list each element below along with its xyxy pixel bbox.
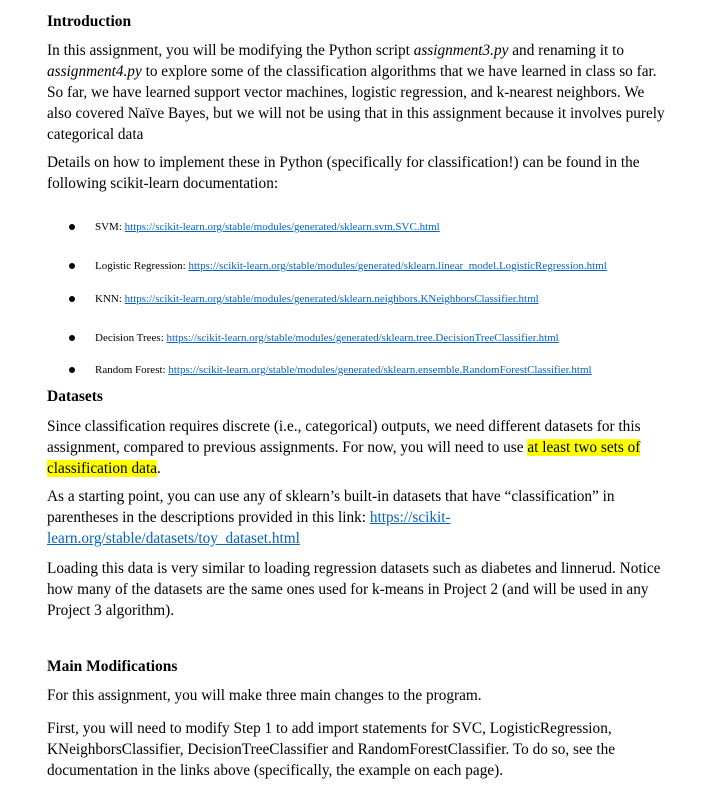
introduction-heading: Introduction [47, 13, 132, 30]
link-logistic-regression[interactable]: https://scikit-learn.org/stable/modules/generated/sklearn.linear_model.LogisticRegression.html [188, 260, 607, 272]
bullet-icon [69, 335, 75, 341]
bullet-icon [69, 263, 75, 269]
link-label-random-forest: Random Forest: [95, 364, 169, 376]
highlighted-requirement: at least two sets of classification data [47, 439, 641, 477]
intro-text-1: In this assignment, you will be modifying the Python script [47, 42, 414, 59]
link-knn[interactable]: https://scikit-learn.org/stable/modules/generated/sklearn.neighbors.KNeighborsClassifier.html [124, 293, 539, 305]
datasets-text-1: Since classification requires discrete (i.e., categorical) outputs, we need different datasets for this assignment, compared to previous assignments. For now, you will need to use [47, 418, 641, 456]
link-random-forest[interactable]: https://scikit-learn.org/stable/modules/generated/sklearn.ensemble.RandomForestClassifier.html [168, 364, 592, 376]
intro-text-2: and renaming it to [508, 42, 624, 59]
bullet-icon [69, 296, 75, 302]
documentation-paragraph: Details on how to implement these in Python (specifically for classification!) can be found in the following scikit-learn documentation: [47, 154, 640, 192]
intro-text-3: to explore some of the classification algorithms that we have learned in class so far. So far, we have learned support vector machines, logistic regression, and k-nearest neighbors. We also covered Naïve Bayes, but we will not be using that in this assignment because it involves purely categorical data [47, 63, 665, 143]
datasets-heading: Datasets [47, 388, 103, 405]
introduction-paragraph [47, 40, 672, 145]
link-label-knn: KNN: [95, 293, 125, 305]
filename-assignment3: assignment3.py [413, 42, 509, 59]
link-svm[interactable]: https://scikit-learn.org/stable/modules/generated/sklearn.svm.SVC.html [124, 221, 440, 233]
datasets-paragraph-1 [47, 416, 672, 479]
link-label-svm: SVM: [95, 221, 125, 233]
datasets-paragraph-3: Loading this data is very similar to loading regression datasets such as diabetes and linnerud. Notice how many of the datasets are the same ones used for k-means in Project 2 (and will be used in any Project 3 algorithm). [47, 560, 661, 619]
link-label-logistic-regression: Logistic Regression: [95, 260, 189, 272]
bullet-icon [69, 367, 75, 373]
datasets-text-1-end: . [157, 460, 161, 477]
modifications-paragraph-2: First, you will need to modify Step 1 to add import statements for SVC, LogisticRegression, KNeighborsClassifier, DecisionTreeClassifier and RandomForestClassifier. To do so, see the documentation in the links above (specifically, the example on each page). [47, 720, 616, 779]
datasets-text-2: As a starting point, you can use any of sklearn’s built-in datasets that have “classification” in parentheses in the descriptions provided in this link: [47, 488, 615, 526]
bullet-icon [69, 224, 75, 230]
datasets-paragraph-2 [47, 486, 672, 549]
filename-assignment4: assignment4.py [47, 63, 142, 80]
link-toy-datasets[interactable]: https://scikit-learn.org/stable/datasets/toy_dataset.html [47, 509, 451, 547]
link-decision-trees[interactable]: https://scikit-learn.org/stable/modules/generated/sklearn.tree.DecisionTreeClassifier.html [166, 332, 559, 344]
modifications-paragraph-1: For this assignment, you will make three main changes to the program. [47, 687, 482, 704]
link-label-decision-trees: Decision Trees: [95, 332, 167, 344]
main-modifications-heading: Main Modifications [47, 658, 178, 675]
